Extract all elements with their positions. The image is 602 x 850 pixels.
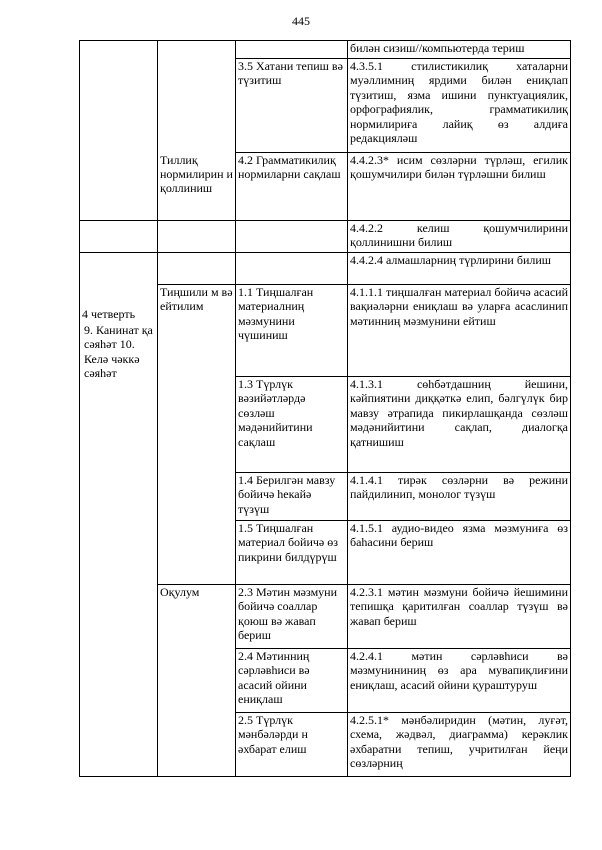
- topic-cell: 2.5 Түрлүк мәнбәләрди н әхбарат елиш: [236, 713, 348, 777]
- quarter-cell: [80, 285, 158, 777]
- objective-cell: билән сизиш//компьютерда териш: [348, 41, 571, 59]
- objective-cell: 4.2.5.1* мәнбәлиридин (мәтин, луғәт, схема, жәдвәл, диаграмма) керәклик әхбаратни тепиш, учритилған йеңи сөзләрниң: [348, 713, 571, 777]
- section-cell: Тиңшили м вә ейтилим: [158, 285, 236, 585]
- objective-cell: 4.3.5.1 стилистикилиқ хаталарни муәллимниң ярдими билән ениқлап түзитиш, язма ишини пунктуациялик, орфографиялик, грамматикилиқ нормилириға лайиқ өз алдиға редакцияләш: [348, 59, 571, 153]
- topic-cell: 2.3 Мәтин мәзмуни бойичә соаллар қоюш вә жавап бериш: [236, 585, 348, 649]
- topic-cell: [236, 253, 348, 285]
- objective-cell: 4.1.5.1 аудио-видео язма мәзмуниға өз баһасини бериш: [348, 521, 571, 585]
- topic-cell: 4.2 Грамматикилиқ нормиларни сақлаш: [236, 153, 348, 221]
- topic-cell: 1.3 Түрлүк вәзийәтләрдә сөзләш мәдәнийитини сақлаш: [236, 377, 348, 473]
- topic-cell: [236, 221, 348, 253]
- topic-cell: [236, 41, 348, 59]
- quarter-cell: [80, 59, 158, 153]
- quarter-cell: [80, 221, 158, 253]
- topic-cell: 1.1 Тиңшалған материалниң мәзмунини чүшиниш: [236, 285, 348, 377]
- section-cell: Тиллиқ нормилирин и қоллиниш: [158, 153, 236, 221]
- topic-cell: 1.5 Тиңшалған материал бойичә өз пикрини билдүрүш: [236, 521, 348, 585]
- table-row: [80, 285, 571, 377]
- curriculum-table: [79, 40, 571, 777]
- quarter-cell: [80, 153, 158, 221]
- table-row: [80, 253, 571, 285]
- quarter-cell: [80, 41, 158, 59]
- section-cell: Оқулум: [158, 585, 236, 777]
- objective-cell: 4.4.2.4 алмашларниң түрлирини билиш: [348, 253, 571, 285]
- table-row: [80, 221, 571, 253]
- objective-cell: 4.1.1.1 тиңшалған материал бойичә асасий вақиәләрни ениқлаш вә уларға асаслинип мәтинниң мәзмунини ейтиш: [348, 285, 571, 377]
- quarter-label: 4 четверть: [82, 306, 136, 321]
- topic-cell: 1.4 Берилгән мавзу бойичә һекайә түзүш: [236, 473, 348, 521]
- table-row: [80, 153, 571, 221]
- quarter-cell: [80, 253, 158, 285]
- section-cell: [158, 253, 236, 285]
- section-cell: [158, 59, 236, 153]
- objective-cell: 4.2.3.1 мәтин мәзмуни бойичә йешимини тепишқа қаритилған соаллар түзүш вә жавап бериш: [348, 585, 571, 649]
- objective-cell: 4.1.3.1 сөһбәтдашниң йешини, кәйпиятини диққәткә елип, бәлгүлүк бир мавзу әтрапида пикирлашқанда сөзләш мәдәнийитини сақлап, диалогқа қатнишиш: [348, 377, 571, 473]
- topic-cell: 2.4 Мәтинниң сәрләвһиси вә асасий ойини ениқлаш: [236, 649, 348, 713]
- table-row: [80, 59, 571, 153]
- topic-cell: 3.5 Хатани тепиш вә түзитиш: [236, 59, 348, 153]
- table-row: [80, 41, 571, 59]
- objective-cell: 4.4.2.3* исим сөзләрни түрләш, егилик қошумчилири билән түрләшни билиш: [348, 153, 571, 221]
- objective-cell: 4.4.2.2 келиш қошумчилирини қоллинишни билиш: [348, 221, 571, 253]
- objective-cell: 4.1.4.1 тирәк сөзләрни вә режини пайдилинип, монолог түзүш: [348, 473, 571, 521]
- page-number: 445: [292, 14, 310, 28]
- objective-cell: 4.2.4.1 мәтин сәрләвһиси вә мәзмунининиң өз ара мувапиқлиғини ениқлаш, асасий ойини қураштуруш: [348, 649, 571, 713]
- section-cell: [158, 221, 236, 253]
- section-cell: [158, 41, 236, 59]
- unit-titles: 9. Канинат қа сәяһәт 10. Келә чәккә сәяһәт: [84, 322, 153, 381]
